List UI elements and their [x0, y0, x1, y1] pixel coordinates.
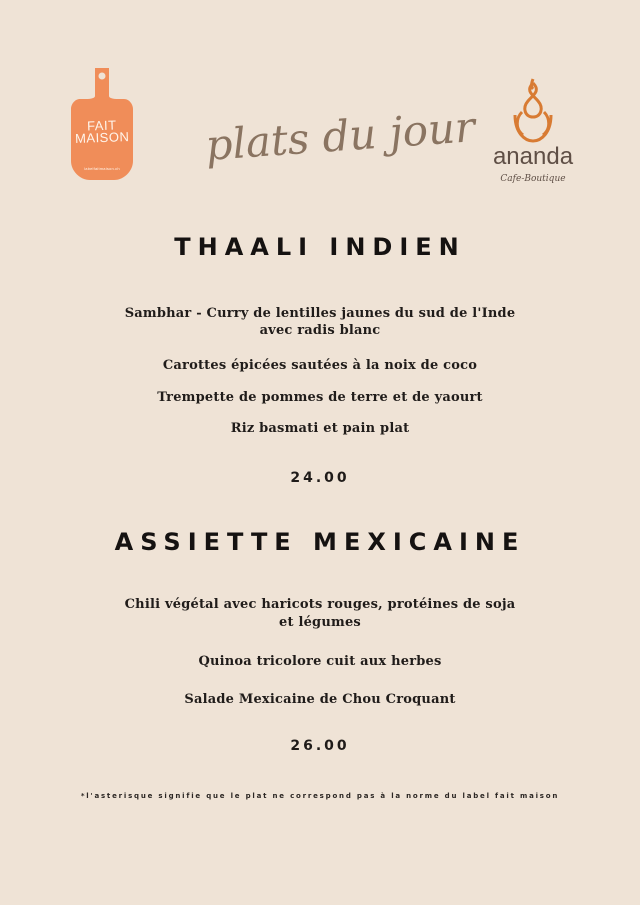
- menu-item-4: Trempette de pommes de terre et de yaourt: [157, 390, 483, 405]
- fait-maison-logo: [71, 68, 133, 180]
- menu-item-2: et légumes: [279, 615, 361, 630]
- price-mexicaine: 26.00: [290, 738, 350, 754]
- menu-title-mexicaine: ASSIETTE MEXICAINE: [114, 528, 526, 556]
- ananda-subtitle: Cafe-Boutique: [500, 174, 566, 184]
- menu-item-2: avec radis blanc: [259, 323, 381, 338]
- menu-title-thaali: THAALI INDIEN: [174, 233, 466, 261]
- menu-item-3: Carottes épicées sautées à la noix de coco: [162, 358, 478, 373]
- fait-maison-line2: MAISON: [74, 129, 130, 146]
- menu-item-1: Chili végétal avec haricots rouges, protéines de soja: [124, 597, 516, 612]
- fait-maison-line1: FAIT: [86, 117, 117, 134]
- menu-item-4: Salade Mexicaine de Chou Croquant: [184, 692, 456, 707]
- plats-du-jour-title: [200, 102, 477, 182]
- fait-maison-url: labelfaitmaison.ch: [84, 166, 120, 171]
- ananda-lotus-icon: [490, 75, 576, 145]
- ananda-logo: [490, 75, 576, 197]
- ananda-name: ananda: [492, 143, 574, 170]
- menu-item-3: Quinoa tricolore cuit aux herbes: [198, 654, 442, 669]
- price-thaali: 24.00: [290, 470, 350, 486]
- fait-maison-text: [71, 119, 134, 145]
- svg-text:plats du jour: plats du jour: [203, 102, 477, 170]
- menu-item-5: Riz basmati et pain plat: [230, 421, 410, 436]
- menu-item-1: Sambhar - Curry de lentilles jaunes du sud de l'Inde: [124, 306, 516, 321]
- footnote: *l'asterisque signifie que le plat ne correspond pas à la norme du label fait maison: [80, 792, 560, 800]
